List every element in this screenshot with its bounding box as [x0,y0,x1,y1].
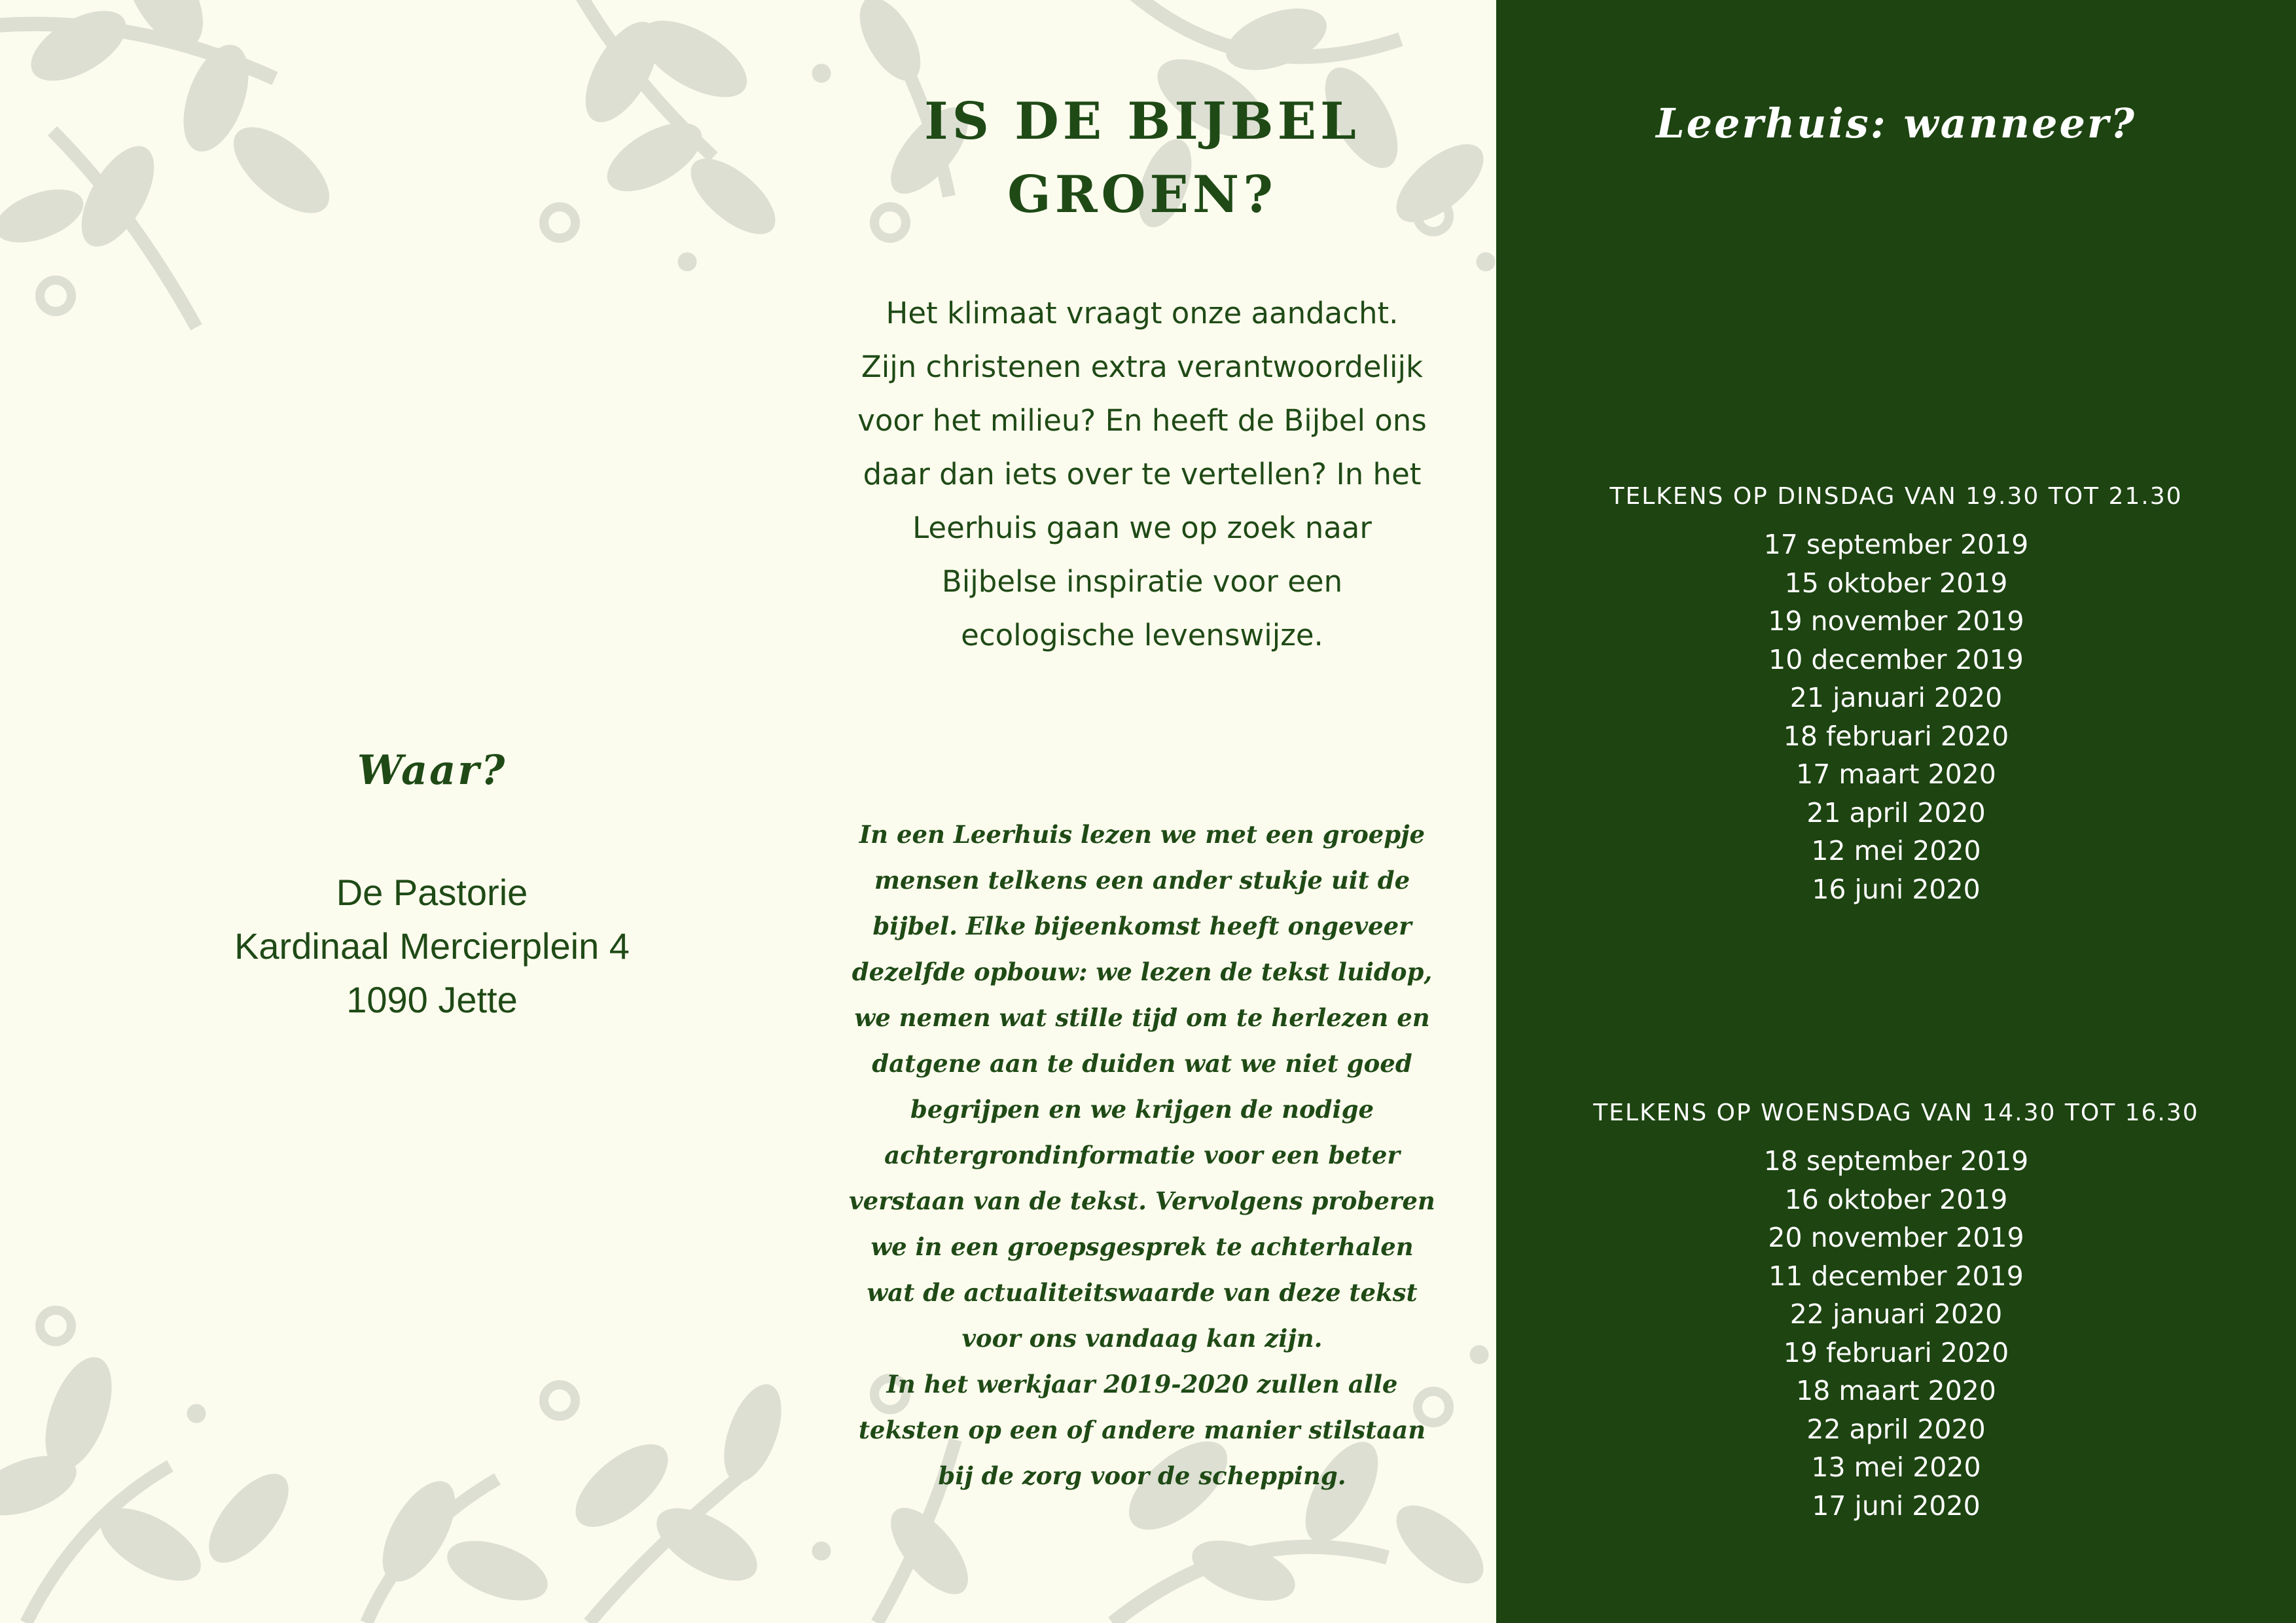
date-item: 17 juni 2020 [1812,1489,1981,1522]
date-item: 20 november 2019 [1768,1222,2024,1253]
date-item: 19 februari 2020 [1783,1336,2009,1368]
main-content [844,85,1440,1490]
schedule-title: Leerhuis: wanneer? [1656,99,2136,147]
date-item: 22 april 2020 [1806,1413,1986,1445]
title-line: IS DE BIJBEL [924,92,1360,151]
address-line: De Pastorie [336,872,528,913]
schedule-heading: TELKENS OP DINSDAG VAN 19.30 TOT 21.30 [1609,483,2183,510]
location-section [105,746,759,1027]
date-item: 16 oktober 2019 [1784,1183,2008,1215]
date-item: 18 september 2019 [1763,1145,2029,1177]
address-line: Kardinaal Mercierplein 4 [234,925,630,967]
address-line: 1090 Jette [346,979,518,1020]
leerhuis-paragraph: In het werkjaar 2019-2020 zullen alle teksten op een of andere manier stilstaan bij de zorg voor de schepping. [858,1370,1426,1490]
title-line: GROEN? [1007,165,1277,224]
intro-paragraph: Het klimaat vraagt onze aandacht. Zijn christenen extra verantwoordelijk voor het milieu? En heeft de Bijbel ons daar dan iets over te vertellen? In het Leerhuis gaan we op zoek naar Bijbelse inspiratie voor een ecologische levenswijze. [857,296,1427,652]
date-item: 22 januari 2020 [1789,1298,2003,1330]
date-item: 18 maart 2020 [1796,1375,1996,1406]
date-item: 21 april 2020 [1806,796,1986,829]
date-item: 15 oktober 2019 [1784,567,2008,599]
date-item: 19 november 2019 [1768,605,2024,637]
schedule-panel [1496,0,2296,1623]
schedule-heading: TELKENS OP WOENSDAG VAN 14.30 TOT 16.30 [1593,1099,2199,1126]
leerhuis-paragraph: In een Leerhuis lezen we met een groepje mensen telkens een ander stukje uit de bijbel. Elke bijeenkomst heeft ongeveer dezelfde opbouw: we lezen de tekst luidop, we nemen wat stille tijd om te herlezen en datgene aan te duiden wat we niet goed begrijpen en we krijgen de nodige achtergrondinformatie voor een beter verstaan van de tekst. Vervolgens proberen we in een groepsgesprek te achterhalen wat de actualiteitswaarde van deze tekst voor ons vandaag kan zijn. [849,820,1435,1353]
date-item: 17 september 2019 [1763,529,2029,560]
date-item: 13 mei 2020 [1811,1452,1981,1483]
leerhuis-description [844,812,1440,1499]
date-item: 12 mei 2020 [1811,835,1981,866]
schedule-wednesday [1496,1099,2296,1525]
date-item: 21 januari 2020 [1789,682,2003,713]
schedule-tuesday [1496,483,2296,908]
location-heading: Waar? [357,746,507,794]
date-item: 16 juni 2020 [1812,873,1981,905]
page-title [844,85,1440,232]
date-item: 17 maart 2020 [1796,758,1996,790]
date-item: 11 december 2019 [1768,1260,2024,1292]
date-item: 18 februari 2020 [1783,720,2009,752]
address [105,866,759,1027]
date-item: 10 december 2019 [1768,643,2024,675]
